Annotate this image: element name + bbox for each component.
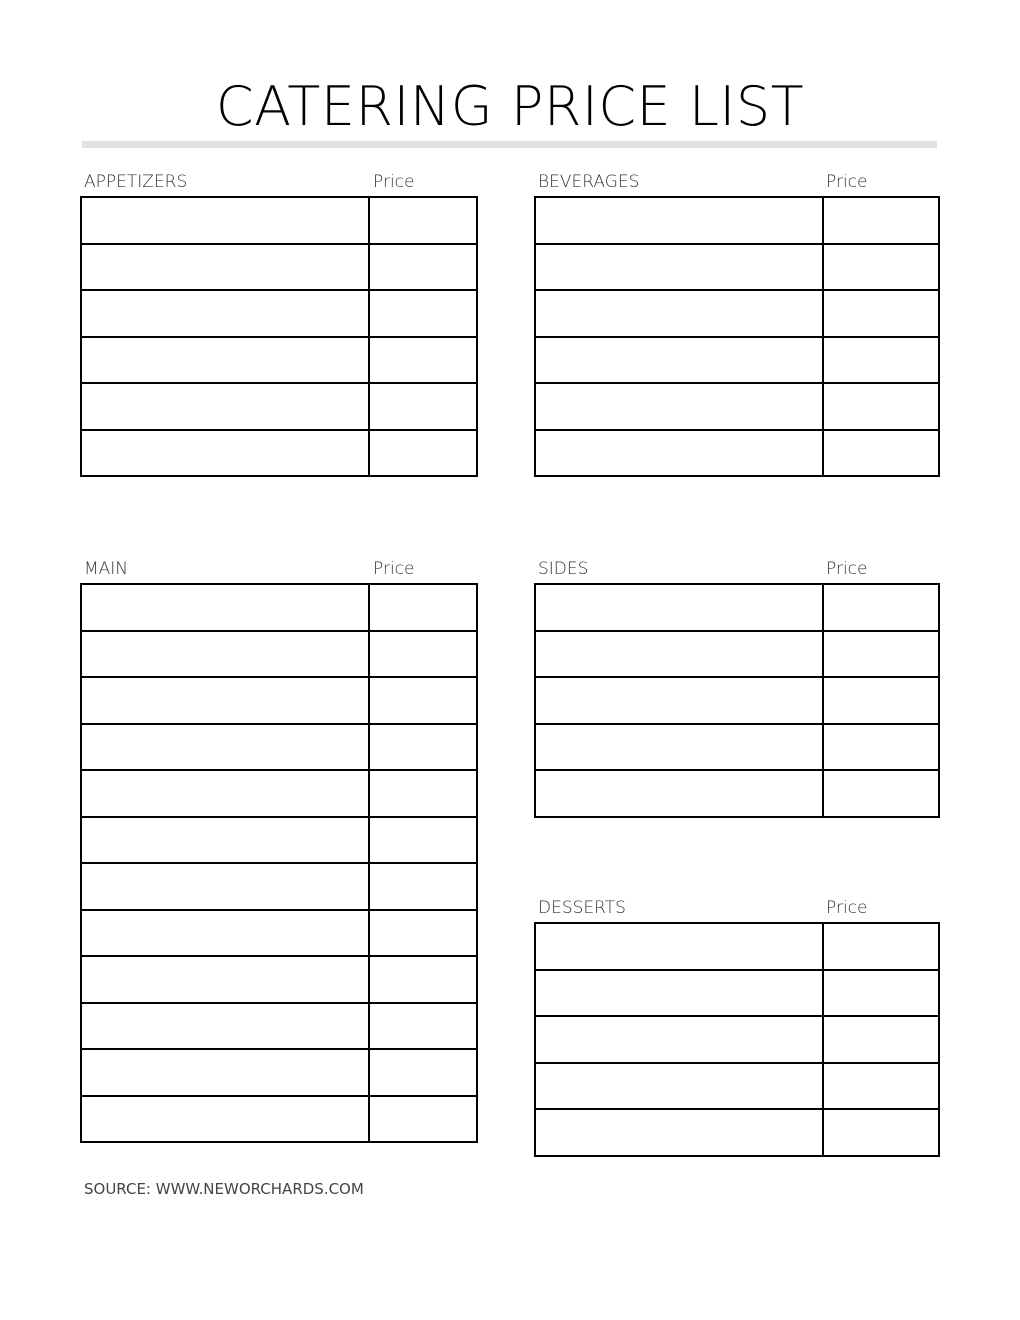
item-cell[interactable] — [535, 584, 823, 631]
section-main — [80, 559, 478, 1143]
item-cell[interactable] — [81, 770, 369, 817]
table-row — [535, 197, 939, 244]
price-column-label: Price — [826, 172, 868, 192]
source-credit: SOURCE: WWW.NEWORCHARDS.COM — [84, 1180, 364, 1198]
table-row — [81, 770, 477, 817]
section-desserts — [534, 898, 940, 1157]
price-cell[interactable] — [369, 290, 477, 337]
item-cell[interactable] — [81, 1096, 369, 1143]
price-table — [80, 583, 478, 1143]
price-cell[interactable] — [369, 337, 477, 384]
price-table — [80, 196, 478, 477]
item-cell[interactable] — [535, 677, 823, 724]
price-cell[interactable] — [369, 197, 477, 244]
item-cell[interactable] — [81, 383, 369, 430]
price-cell[interactable] — [369, 956, 477, 1003]
table-row — [81, 584, 477, 631]
price-cell[interactable] — [823, 1063, 939, 1110]
item-cell[interactable] — [81, 863, 369, 910]
item-cell[interactable] — [535, 430, 823, 477]
item-cell[interactable] — [535, 770, 823, 817]
item-cell[interactable] — [81, 817, 369, 864]
item-cell[interactable] — [81, 1049, 369, 1096]
table-row — [81, 337, 477, 384]
table-row — [535, 290, 939, 337]
item-cell[interactable] — [81, 244, 369, 291]
item-cell[interactable] — [535, 1016, 823, 1063]
table-row — [81, 1049, 477, 1096]
table-row — [81, 430, 477, 477]
section-header — [534, 171, 940, 193]
price-cell[interactable] — [823, 337, 939, 384]
price-cell[interactable] — [823, 631, 939, 678]
table-row — [81, 863, 477, 910]
table-row — [81, 244, 477, 291]
price-cell[interactable] — [369, 863, 477, 910]
table-row — [535, 724, 939, 771]
item-cell[interactable] — [535, 923, 823, 970]
item-cell[interactable] — [535, 244, 823, 291]
price-cell[interactable] — [823, 923, 939, 970]
price-cell[interactable] — [369, 584, 477, 631]
price-cell[interactable] — [369, 244, 477, 291]
table-row — [81, 724, 477, 771]
item-cell[interactable] — [535, 631, 823, 678]
price-cell[interactable] — [823, 197, 939, 244]
price-cell[interactable] — [823, 970, 939, 1017]
section-title: SIDES — [538, 559, 589, 579]
table-row — [535, 1109, 939, 1156]
table-row — [81, 1003, 477, 1050]
table-row — [535, 430, 939, 477]
price-column-label: Price — [373, 559, 415, 579]
table-row — [535, 970, 939, 1017]
item-cell[interactable] — [535, 724, 823, 771]
section-header — [534, 558, 940, 580]
price-table — [534, 196, 940, 477]
section-title: BEVERAGES — [538, 172, 640, 192]
section-header — [80, 558, 478, 580]
page-title: CATERING PRICE LIST — [215, 75, 805, 138]
item-cell[interactable] — [535, 1109, 823, 1156]
price-cell[interactable] — [369, 1096, 477, 1143]
price-cell[interactable] — [823, 770, 939, 817]
table-row — [535, 337, 939, 384]
price-cell[interactable] — [369, 724, 477, 771]
item-cell[interactable] — [535, 337, 823, 384]
table-row — [81, 817, 477, 864]
item-cell[interactable] — [81, 956, 369, 1003]
price-cell[interactable] — [823, 1109, 939, 1156]
price-cell[interactable] — [369, 1049, 477, 1096]
section-title: DESSERTS — [538, 898, 626, 918]
table-row — [81, 677, 477, 724]
price-cell[interactable] — [369, 631, 477, 678]
table-row — [535, 677, 939, 724]
item-cell[interactable] — [535, 197, 823, 244]
section-header — [534, 897, 940, 919]
section-title: MAIN — [84, 559, 129, 579]
table-row — [81, 956, 477, 1003]
price-table — [534, 583, 940, 818]
price-cell[interactable] — [823, 724, 939, 771]
title-divider — [82, 141, 937, 148]
table-row — [535, 244, 939, 291]
item-cell[interactable] — [81, 290, 369, 337]
price-cell[interactable] — [369, 770, 477, 817]
section-title: APPETIZERS — [84, 172, 188, 192]
item-cell[interactable] — [81, 584, 369, 631]
table-row — [535, 383, 939, 430]
table-row — [535, 1063, 939, 1110]
price-cell[interactable] — [369, 430, 477, 477]
price-cell[interactable] — [823, 677, 939, 724]
table-row — [81, 290, 477, 337]
item-cell[interactable] — [81, 631, 369, 678]
price-table — [534, 922, 940, 1157]
table-row — [81, 1096, 477, 1143]
item-cell[interactable] — [535, 383, 823, 430]
price-column-label: Price — [373, 172, 415, 192]
price-cell[interactable] — [369, 383, 477, 430]
item-cell[interactable] — [535, 290, 823, 337]
item-cell[interactable] — [81, 910, 369, 957]
item-cell[interactable] — [81, 1003, 369, 1050]
table-row — [81, 383, 477, 430]
price-column-label: Price — [826, 559, 868, 579]
table-row — [535, 770, 939, 817]
price-cell[interactable] — [369, 910, 477, 957]
section-sides — [534, 559, 940, 818]
table-row — [535, 1016, 939, 1063]
price-cell[interactable] — [823, 383, 939, 430]
item-cell[interactable] — [81, 724, 369, 771]
price-cell[interactable] — [369, 817, 477, 864]
table-row — [81, 197, 477, 244]
item-cell[interactable] — [81, 677, 369, 724]
item-cell[interactable] — [81, 337, 369, 384]
table-row — [81, 631, 477, 678]
item-cell[interactable] — [81, 430, 369, 477]
price-cell[interactable] — [823, 244, 939, 291]
section-appetizers — [80, 172, 478, 477]
price-cell[interactable] — [823, 584, 939, 631]
table-row — [535, 631, 939, 678]
table-row — [535, 584, 939, 631]
table-row — [81, 910, 477, 957]
item-cell[interactable] — [535, 1063, 823, 1110]
item-cell[interactable] — [81, 197, 369, 244]
price-cell[interactable] — [823, 1016, 939, 1063]
section-header — [80, 171, 478, 193]
price-cell[interactable] — [823, 430, 939, 477]
item-cell[interactable] — [535, 970, 823, 1017]
price-column-label: Price — [826, 898, 868, 918]
price-cell[interactable] — [823, 290, 939, 337]
price-cell[interactable] — [369, 1003, 477, 1050]
price-cell[interactable] — [369, 677, 477, 724]
section-beverages — [534, 172, 940, 477]
table-row — [535, 923, 939, 970]
